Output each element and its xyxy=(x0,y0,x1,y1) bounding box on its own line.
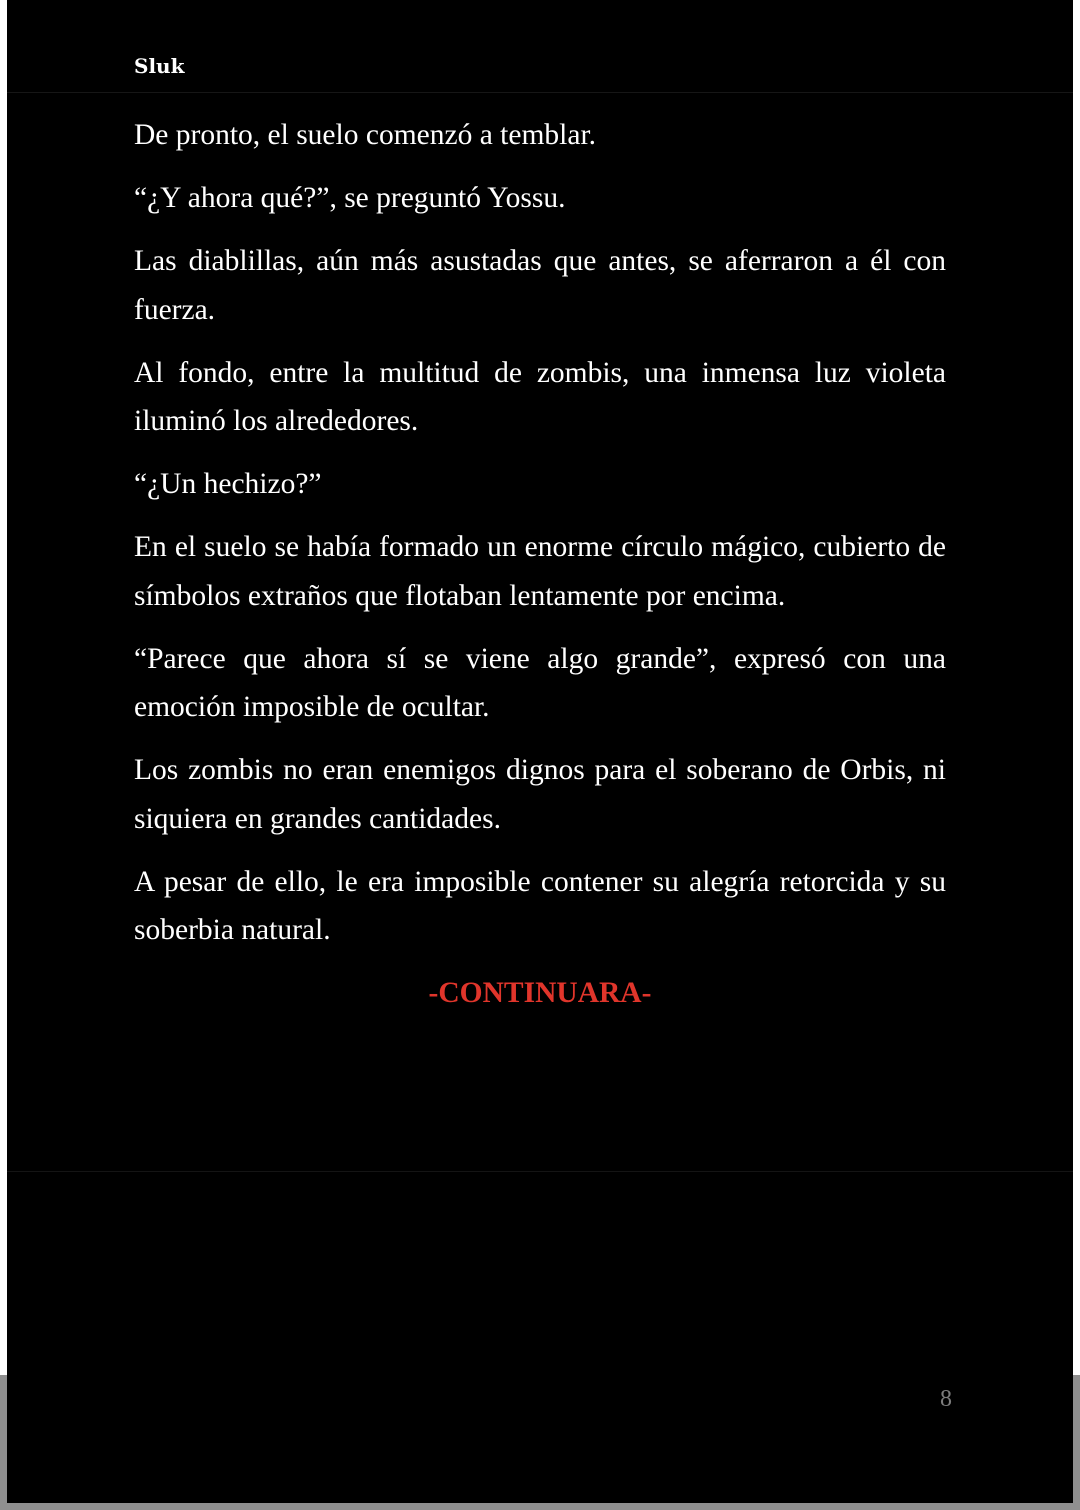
paragraph: Los zombis no eran enemigos dignos para el soberano de Orbis, ni siquiera en grandes cantidades. xyxy=(134,754,946,835)
footer-divider xyxy=(7,1171,1073,1172)
paragraph: Al fondo, entre la multitud de zombis, una inmensa luz violeta iluminó los alrededores. xyxy=(134,356,946,437)
paragraph: “Parece que ahora sí se viene algo grande”, expresó con una emoción imposible de ocultar. xyxy=(134,642,946,723)
page-body xyxy=(134,111,946,1032)
paragraph: “¿Y ahora qué?”, se preguntó Yossu. xyxy=(134,182,566,214)
paragraph: De pronto, el suelo comenzó a temblar. xyxy=(134,119,597,151)
paragraph: “¿Un hechizo?” xyxy=(134,468,322,500)
continuara-label: -CONTINUARA- xyxy=(428,977,652,1009)
paragraph: En el suelo se había formado un enorme círculo mágico, cubierto de símbolos extraños que flotaban lentamente por encima. xyxy=(134,531,946,612)
paragraph: A pesar de ello, le era imposible contener su alegría retorcida y su soberbia natural. xyxy=(134,865,946,946)
paragraph: Las diablillas, aún más asustadas que antes, se aferraron a él con fuerza. xyxy=(134,245,946,326)
header-title: Sluk xyxy=(134,54,185,78)
page-header xyxy=(7,0,1073,93)
page-number: 8 xyxy=(940,1386,952,1412)
document-page[interactable] xyxy=(7,0,1073,1503)
